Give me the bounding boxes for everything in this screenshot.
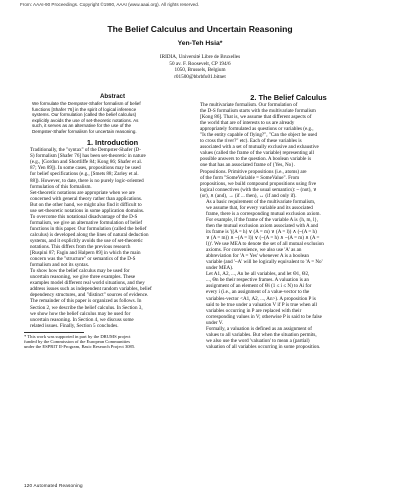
text-line: related issues. Finally, Section 5 concludes.	[30, 322, 119, 329]
section-heading-introduction: 1. Introduction	[86, 138, 139, 148]
page-footer: 120 Automated Reasoning	[24, 483, 83, 488]
text-line: corresponding values in V; otherwise P is said to be false	[206, 313, 322, 320]
affiliation-line: IRIDIA, Université Libre de Bruxelles	[159, 54, 241, 60]
text-line: frame, there is a corresponding mutual exclusion axiom.	[206, 210, 321, 217]
text-line: values to all variables. But when the situation permits,	[206, 331, 317, 338]
text-line: under MEA).	[206, 265, 234, 272]
text-line: Traditionally, the "syntax" of the Dempster-Shafer (D-	[30, 147, 141, 154]
text-line: its frame is '((A = h) ∨ (A = m) ∨ (A = l)) ∧ (~(A = h)	[206, 228, 317, 235]
text-line: possible answers to the question. A boolean variable is	[200, 156, 312, 163]
paragraph	[24, 190, 201, 269]
text-line: valuation of all variables occurring in some proposition.	[206, 343, 321, 350]
text-line: formulation of this formalism.	[30, 183, 92, 190]
paper-author: Yen-Teh Hsia*	[177, 40, 223, 47]
text-line: formalism, we give an alternative formulation of belief	[30, 219, 143, 226]
text-line: abbreviation for 'A = Yes' whenever A is a boolean	[206, 253, 309, 260]
text-line: use set-theoretic notations in some application domains.	[30, 207, 145, 214]
copyright-source-line: From: AAAI-90 Proceedings. Copyright ©1990, AAAI (www.aaai.org). All rights reserved.	[20, 2, 200, 7]
abstract-line: functions [Shafer 76] in the spirit of logical inference	[32, 106, 137, 112]
footnote-line: * This work was supported in part by the DRUMS project	[24, 333, 131, 339]
abstract-line: systems. Our formulation (called the belief calculus)	[32, 112, 137, 118]
text-line: S) formalism [Shafer 76] has been set-theoretic in nature	[30, 153, 146, 160]
text-line: axioms. For convenience, we also use 'A' as an	[206, 247, 302, 254]
text-line: For example, if the frame of the variable A is {h, m, l},	[206, 216, 319, 223]
belief-calculus-body	[200, 102, 377, 350]
text-line: dependency structures, and "distinct" sources of evidence.	[30, 292, 149, 299]
text-line: the D-S formalism starts with the multivariate formalism	[200, 108, 316, 115]
text-line: we assume that, for every variable and its associated	[206, 204, 313, 211]
abstract-body	[24, 101, 201, 134]
text-line: ∨ (A = m)) ∧ ~(A = l)) ∨ (~(A = h) ∧ ~(A = m) ∧ (A =	[206, 235, 320, 242]
affiliation-line: 50 av. F. Roosevelt, CP 194/6	[169, 60, 231, 67]
text-line: 87; Yen 89]). In some cases, propositions may be used	[30, 165, 141, 172]
text-line: every i (i.e., an assignment of a value-vector to the	[206, 289, 310, 296]
text-line: The multivariate formalism. Our formulation of	[200, 102, 298, 108]
right-column	[200, 93, 377, 350]
text-line: the world that are of interests to us are already	[200, 120, 295, 127]
abstract-line: Dempster-Shafer formalism for uncertain reasoning.	[32, 128, 137, 134]
footnote-divider	[24, 332, 84, 333]
text-line: l))'. We use MEA to denote the set of all mutual exclusion	[206, 241, 324, 248]
text-line: The remainder of this paper is organized as follows. In	[30, 298, 142, 305]
paper-title: The Belief Calculus and Uncertain Reasoning	[107, 24, 293, 34]
paragraph	[200, 199, 377, 272]
paragraph	[24, 268, 201, 298]
text-line: variables occurring in P are replaced with their	[206, 307, 302, 314]
abstract-line: We formulate the Dempster-Shafer formalism of belief	[32, 101, 141, 106]
text-line: address issues such as independent random variables, belief	[30, 286, 152, 293]
text-line: To overcome this notational disadvantage of the D-S	[30, 213, 138, 220]
text-line: to cross the river?" etc). Each of these variables is	[200, 138, 302, 145]
text-line: "Is the entity capable of flying?", "Can the object be used	[200, 132, 317, 139]
text-line: logical connectives (with the usual semantics): ~ (not), ∨	[200, 186, 317, 193]
paragraph	[200, 102, 377, 169]
text-line: Formally, a valuation is defined as an assignment of	[206, 325, 312, 332]
text-line: (e.g., [Gordon and Shortliffe 84; Kong 86; Shafer et al.	[30, 159, 143, 166]
text-line: functions in this paper. Our formulation (called the belief	[30, 225, 147, 232]
text-line: uncertain reasoning. In Section 4, we discuss some	[30, 316, 134, 323]
text-line: we also use the word 'valuation' to mean a (partial)	[206, 337, 310, 344]
paragraph	[24, 147, 201, 189]
text-line: Section 2, we describe the belief calculus. In Section 3,	[30, 304, 143, 311]
text-line: one that has an associated frame of {Yes, No}.	[200, 162, 295, 169]
text-line: But on the other hand, we might also find it difficult to	[30, 201, 142, 208]
text-line: said to be true under a valuation V if P is true when all	[206, 301, 317, 308]
text-line: of the form "SomeVariable = SomeValue". From	[200, 174, 300, 181]
text-line: Let A1, A2, ..., An be all variables, and let Θ1, Θ2,	[206, 271, 310, 278]
text-line: calculus) is developed along the lines of natural deduction	[30, 231, 149, 238]
abstract-line: explicitly avoids the use of set-theoretic notations. As	[32, 117, 139, 123]
text-line: variable (and '~A' will be logically equivalent to 'A = No'	[206, 259, 323, 266]
abstract-heading: Abstract	[99, 93, 126, 100]
text-line: then the mutual exclusion axiom associated with A and	[206, 222, 319, 229]
text-line: As a basic requirement of the multivariate formalism,	[206, 198, 316, 205]
text-line: associated with a set of mutually exclusive and exhaustive	[200, 144, 319, 151]
text-line: [Kong 86]. That is, we assume that different aspects of	[200, 114, 312, 121]
affiliation-line: r01500@bbrbfu01.bitnet	[174, 73, 226, 80]
paragraph	[24, 298, 201, 328]
text-line: values (called the frame of the variable) representing all	[200, 150, 314, 157]
text-line: concern was the "structure" or semantics of the D-S	[30, 256, 136, 263]
text-line: formalism and not its syntax.	[30, 262, 90, 269]
text-line: variables-vector <A1, A2, ..., An>). A proposition P is	[206, 295, 316, 302]
text-line: 88]). However, to date, there is no purely logic-oriented	[30, 177, 144, 184]
footnote-line: under the ESPRIT II-Program, Basic Research Project 3085.	[24, 344, 136, 350]
text-line: appropriately formulated as questions or variables (e.g.,	[200, 126, 314, 133]
text-line: notations. This differs from the previous research	[30, 244, 131, 251]
paragraph	[200, 271, 377, 325]
text-line: assignment of an element of Θi (1 ≤ i ≤ N) to Ai for	[206, 283, 312, 290]
left-column	[24, 93, 201, 350]
text-line: we show how the belief calculus may be used for	[30, 310, 131, 317]
text-line: systems, and it explicitly avoids the use of set-theoretic	[30, 237, 143, 244]
section-heading-belief-calculus: 2. The Belief Calculus	[250, 93, 327, 102]
footnote-line: funded by the Commission of the European Communities	[24, 339, 131, 345]
abstract-line: such, it serves as an alternative for the use of the	[32, 123, 132, 129]
text-line: propositions, we build compound propositions using five	[200, 180, 317, 187]
text-line: for belief specifications (e.g., [Smets 88; Zarley et al.	[30, 171, 139, 178]
footnote	[24, 334, 201, 350]
text-line: concerned with general theory rather than applications.	[30, 195, 143, 202]
text-line: examples model different real world situations, and they	[30, 280, 145, 287]
introduction-body	[24, 147, 201, 328]
text-line: under V.	[206, 319, 224, 326]
paragraph	[200, 326, 377, 350]
paragraph	[200, 169, 377, 199]
text-line: Propositions. Primitive propositions (i.e., atoms) are	[200, 168, 307, 175]
text-line: (or), ∧ (and), → (if ... then), ↔ (if and only if).	[200, 192, 297, 199]
text-line: Set-theoretic notations are appropriate when we are	[30, 189, 135, 196]
text-line: To show how the belief calculus may be used for	[30, 268, 130, 275]
author-affiliation	[0, 54, 400, 80]
text-line: [Ruspini 87; Fagin and Halpern 89] in which the main	[30, 250, 141, 257]
text-line: uncertain reasoning, we give three examples. These	[30, 274, 136, 281]
text-line: ..., Θn be their respective frames. A valuation is an	[206, 277, 309, 284]
affiliation-line: 1050, Brussels, Belgium	[174, 67, 226, 74]
